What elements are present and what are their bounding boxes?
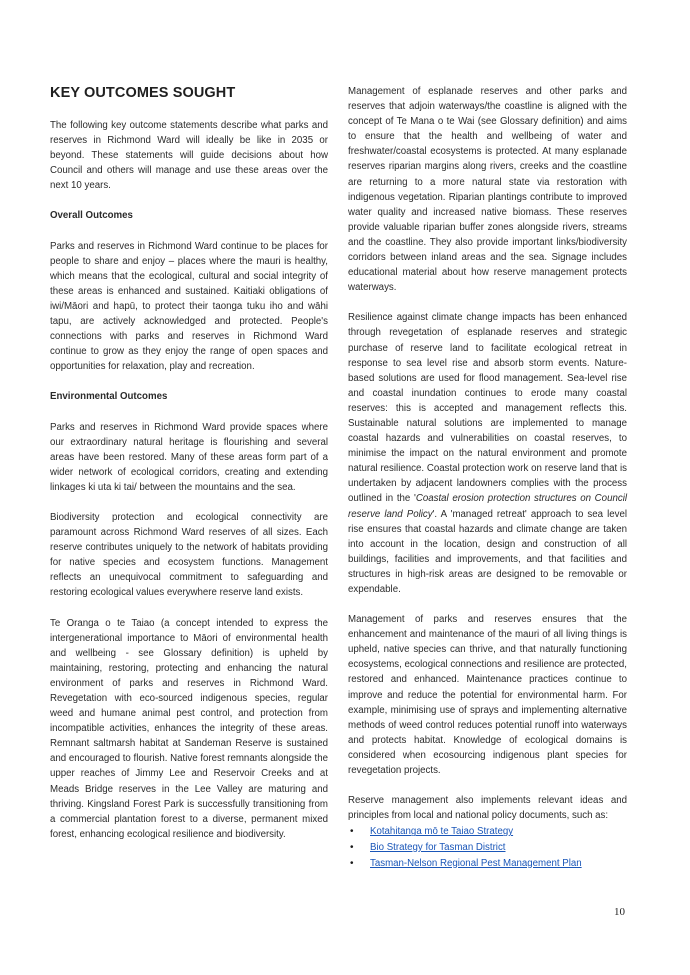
bio-strategy-link[interactable]: Bio Strategy for Tasman District	[370, 841, 506, 853]
pest-management-plan-link[interactable]: Tasman-Nelson Regional Pest Management Plan	[370, 857, 582, 869]
environmental-paragraph-3: Te Oranga o te Taiao (a concept intended to express the intergenerational importance to Māori of environmental health and wellbeing - see Glossary definition) is upheld by maintaining, restoring, protecting and enhancing the natural environment of parks and reserves in Richmond Ward. Revegetation with eco-sourced indigenous species, regular weed and humane animal pest control, and protection from incompatible activities, enhances the integrity of these areas. Remnant saltmarsh habitat at Sandeman Reserve is sustained and encouraged to flourish. Native forest remnants alongside the upper reaches of Jimmy Lee and Reservoir Creeks and at Meads Bridge reserves in the Lee Valley are maturing and thriving. Kingsland Forest Park is successfully transitioning from a commercial plantation forest to a diverse, permanent mixed forest, enhancing ecological resilience and biodiversity.	[50, 617, 328, 840]
mauri-paragraph: Management of parks and reserves ensures that the enhancement and maintenance of the mauri of all living things is upheld, native species can thrive, and that naturally functioning ecosystems, ecological connections and resilience are protected, restored and enhanced. Maintenance practices continue to improve and reduce the potential for environmental harm. For example, minimising use of sprays and implementing alternative methods of weed control reduces potential runoff into waterways and protects habitat. Knowledge of ecological domains is considered when ecosourcing indigenous plant species for revegetation projects.	[348, 614, 627, 777]
left-column	[50, 84, 328, 857]
resilience-paragraph	[348, 310, 627, 597]
resilience-text-end: '. A 'managed retreat' approach to sea level rise ensures that coastal hazards and climate change are taken into account in the location, design and construction of all buildings, facilities and improvements, and that facilities and structures in high-risk areas are designed to be removable or expendable.	[348, 508, 628, 595]
kotahitanga-strategy-link[interactable]: Kotahitanga mō te Taiao Strategy	[370, 826, 514, 838]
list-item	[348, 840, 627, 856]
list-item	[348, 856, 627, 872]
policy-documents-paragraph: Reserve management also implements relevant ideas and principles from local and national policy documents, such as:	[348, 795, 627, 822]
environmental-paragraph-2: Biodiversity protection and ecological connectivity are paramount across Richmond Ward reserves of all sizes. Each reserve contributes uniquely to the network of habitats providing for native species and ecosystem functions. Management reflects an unequivocal commitment to safeguarding and restoring ecological values everywhere reserve land exists.	[50, 511, 328, 599]
right-column	[348, 84, 627, 871]
environmental-outcomes-heading: Environmental Outcomes	[50, 391, 168, 403]
resilience-text-start: Resilience against climate change impacts has been enhanced through revegetation of esplanade reserves and strategic purchase of reserve land to facilitate ecological retreat in response to sea level rise and absorb storm events. Nature-based solutions are used for flood management. Sea-level rise and coastal inundation continues to erode many coastal reserves: this is accepted and management reflects this. Sustainable natural solutions are implemented to manage coastal hazards and vulnerabilities on coastal reserves, to minimise the impact on the natural environment and promote natural resilience. Coastal protection work on reserve land that is undertaken by adjacent landowners complies with the process outlined in the '	[348, 312, 627, 505]
environmental-paragraph-1: Parks and reserves in Richmond Ward provide spaces where our extraordinary natural heritage is flourishing and several areas have been restored. Many of these areas form part of a wider network of ecological corridors, creating and extending linkages ki uta ki tai/ between the mountains and the sea.	[50, 421, 328, 493]
overall-outcomes-heading: Overall Outcomes	[50, 210, 133, 222]
overall-outcomes-paragraph: Parks and reserves in Richmond Ward continue to be places for people to share and enjoy – places where the mauri is healthy, which means that the ecological, cultural and social integrity of these areas is enhanced and sustained. Kaitiaki obligations of iwi/Māori and hapū, to protect their taonga tuku iho and wāhi tapu, are actively acknowledged and protected. People's connections with parks and reserves in Richmond Ward continue to grow as they enjoy the range of open spaces and opportunities for relaxation, play and recreation.	[50, 240, 328, 373]
intro-paragraph: The following key outcome statements describe what parks and reserves in Richmond Ward will ideally be like in 2035 or beyond. These statements will guide decisions about how Council and others will manage and use these areas over the next 10 years.	[50, 120, 328, 192]
page-number: 10	[614, 906, 625, 918]
page-title: KEY OUTCOMES SOUGHT	[50, 85, 236, 101]
list-item	[348, 824, 627, 840]
esplanade-paragraph: Management of esplanade reserves and other parks and reserves that adjoin waterways/the coastline is aligned with the concept of Te Mana o te Wai (see Glossary definition) and aims to ensure that the health and wellbeing of water and freshwater/coastal ecosystems is protected. At many esplanade reserves riparian margins along rivers, creeks and the coastline are returning to a more natural state via restoration with indigenous vegetation. Riparian plantings contribute to improved water quality and increased native biomass. These reserves provide valuable riparian buffer zones alongside rivers, streams and the coastline. They also provide important links/biodiversity corridors between inland areas and the sea. Signage includes educational material about how reserve management protects waterways.	[348, 86, 627, 294]
policy-documents-list	[348, 824, 627, 871]
policy-title: Coastal erosion protection structures on Council reserve land Policy	[348, 493, 627, 520]
